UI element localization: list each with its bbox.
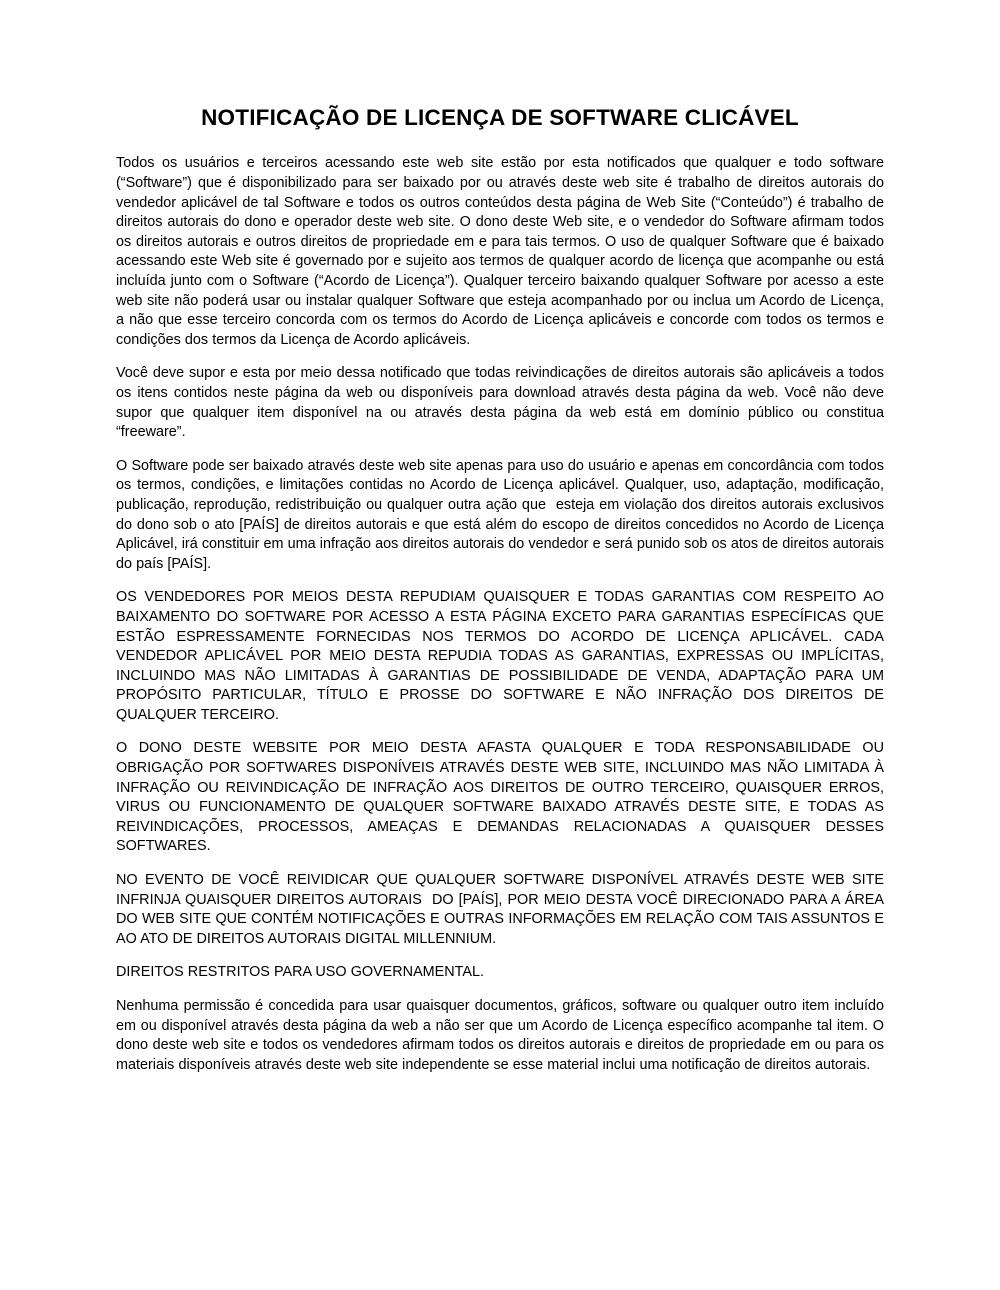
document-body [116,104,889,1075]
paragraph-4-warranty-disclaimer: OS VENDEDORES POR MEIOS DESTA REPUDIAM QUAISQUER E TODAS GARANTIAS COM RESPEITO AO BAIXAMENTO DO SOFTWARE POR ACESSO A ESTA PÁGINA EXCETO PARA GARANTIAS ESPECÍFICAS QUE ESTÃO ESPRESSAMENTE FORNECIDAS NOS TERMOS DO ACORDO DE LICENÇA APLICÁVEL. CADA VENDEDOR APLICÁVEL POR MEIO DESTA REPUDIA TODAS AS GARANTIAS, EXPRESSAS OU IMPLÍCITAS, INCLUINDO MAS NÃO LIMITADAS À GARANTIAS DE POSSIBILIDADE DE VENDA, ADAPTAÇÃO PARA UM PROPÓSITO PARTICULAR, TÍTULO E PROSSE DO SOFTWARE E NÃO INFRAÇÃO DOS DIREITOS DE QUALQUER TERCEIRO. [116,589,889,723]
page-title: NOTIFICAÇÃO DE LICENÇA DE SOFTWARE CLICÁVEL [201,105,799,130]
paragraph-7-government-rights-heading: DIREITOS RESTRITOS PARA USO GOVERNAMENTAL. [116,964,484,981]
paragraph-2: Você deve supor e esta por meio dessa notificado que todas reivindicações de direitos autorais são aplicáveis a todos os itens contidos neste página da web ou disponíveis para download através desta página da web. Você não deve supor que qualquer item disponível na ou através desta página da web está em domínio público ou constitua “freeware”. [116,365,889,441]
paragraph-5-liability-disclaimer: O DONO DESTE WEBSITE POR MEIO DESTA AFASTA QUALQUER E TODA RESPONSABILIDADE OU OBRIGAÇÃO POR SOFTWARES DISPONÍVEIS ATRAVÉS DESTE WEB SITE, INCLUINDO MAS NÃO LIMITADA À INFRAÇÃO OU REIVINDICAÇÃO DE INFRAÇÃO AOS DIREITOS DE OUTRO TERCEIRO, QUAISQUER ERROS, VIRUS OU FUNCIONAMENTO DE QUALQUER SOFTWARE BAIXADO ATRAVÉS DESTE SITE, E TODAS AS REIVINDICAÇÕES, PROCESSOS, AMEAÇAS E DEMANDAS RELACIONADAS A QUAISQUER DESSES SOFTWARES. [116,740,889,855]
paragraph-8: Nenhuma permissão é concedida para usar quaisquer documentos, gráficos, software ou qualquer outro item incluído em ou disponível através desta página da web a não ser que um Acordo de Licença específico acompanhe tal item. O dono deste web site e todos os vendedores afirmam todos os direitos autorais e direitos de propriedade em ou para os materiais disponíveis através deste web site independente se esse material inclui uma notificação de direitos autorais. [116,998,889,1073]
paragraph-1: Todos os usuários e terceiros acessando este web site estão por esta notificados que qualquer e todo software (“Software”) que é disponibilizado para ser baixado por ou através deste web site é trabalho de direitos autorais do vendedor aplicável de tal Software e todos os outros conteúdos desta página de Web Site (“Conteúdo”) é trabalho de direitos autorais do dono e operador deste web site. O dono deste Web site, e o vendedor do Software afirmam todos os direitos autorais e outros direitos de propriedade em e para tais termos. O uso de qualquer Software que é baixado acessando este Web site é governado por e sujeito aos termos de qualquer acordo de licença que acompanhe ou está incluída junto com o Software (“Acordo de Licença”). Qualquer terceiro baixando qualquer Software por acesso a este web site não poderá usar ou instalar qualquer Software que esteja acompanhado por ou inclua um Acordo de Licença, a não que esse terceiro concorda com os termos do Acordo de Licença aplicáveis e concorde com todos os termos e condições dos termos da Licença de Acordo aplicáveis. [116,155,889,348]
paragraph-3: O Software pode ser baixado através deste web site apenas para uso do usuário e apenas em concordância com todos os termos, condições, e limitações contidas no Acordo de Licença aplicável. Qualquer, uso, adaptação, modificação, publicação, reprodução, redistribuição ou qualquer outra ação que esteja em violação dos direitos autorais exclusivos do dono sob o ato [PAÍS] de direitos autorais e que está além do escopo de direitos concedidos no Acordo de Licença Aplicável, irá constituir em uma infração aos direitos autorais do vendedor e será punido sob os atos de direitos autorais do país [PAÍS]. [116,457,889,572]
paragraph-6-infringement-notice: NO EVENTO DE VOCÊ REIVIDICAR QUE QUALQUER SOFTWARE DISPONÍVEL ATRAVÉS DESTE WEB SITE INFRINJA QUAISQUER DIREITOS AUTORAIS DO [PAÍS], POR MEIO DESTA VOCÊ DIRECIONADO PARA A ÁREA DO WEB SITE QUE CONTÉM NOTIFICAÇÕES E OUTRAS INFORMAÇÕES EM RELAÇÃO COM TAIS ASSUNTOS E AO ATO DE DIREITOS AUTORAIS DIGITAL MILLENNIUM. [116,872,889,947]
